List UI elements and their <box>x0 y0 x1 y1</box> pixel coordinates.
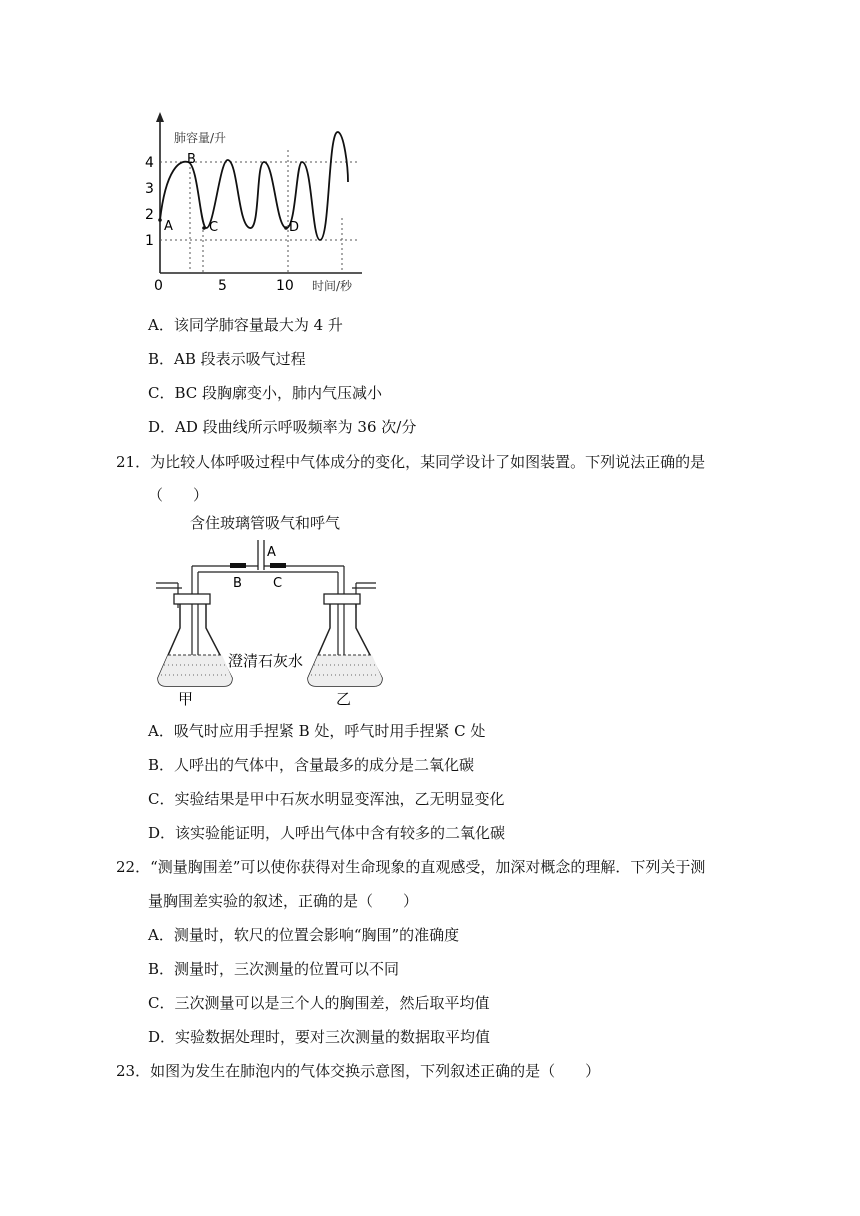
x-tick-0: 0 <box>154 278 163 294</box>
q21-stem-line1: 21．为比较人体呼吸过程中气体成分的变化，某同学设计了如图装置。下列说法正确的是 <box>116 453 706 471</box>
q21-stem-line2: （ ） <box>148 486 209 504</box>
x-axis-label: 时间/秒 <box>312 279 353 293</box>
flask-label-right: 乙 <box>336 690 352 708</box>
point-a-label: A <box>164 219 173 234</box>
label-c: C <box>273 576 283 591</box>
point-d-label: D <box>289 220 300 235</box>
q23-stem-line1: 23．如图为发生在肺泡内的气体交换示意图，下列叙述正确的是（ ） <box>116 1062 601 1080</box>
q22-option-d: D．实验数据处理时，要对三次测量的数据取平均值 <box>148 1028 491 1046</box>
q22-option-b: B．测量时，三次测量的位置可以不同 <box>148 960 400 978</box>
y-tick-4: 4 <box>145 155 154 171</box>
label-b: B <box>233 576 242 591</box>
point-b-label: B <box>187 152 196 167</box>
clamp-c <box>270 563 286 568</box>
q21-option-c: C．实验结果是甲中石灰水明显变浑浊，乙无明显变化 <box>148 790 505 808</box>
breathing-apparatus-diagram <box>148 508 388 708</box>
liquid-label: 澄清石灰水 <box>228 652 304 670</box>
q21-option-d: D．该实验能证明，人呼出气体中含有较多的二氧化碳 <box>148 824 506 842</box>
label-a: A <box>267 545 276 560</box>
x-tick-10: 10 <box>276 278 294 294</box>
left-liquid <box>158 655 232 686</box>
y-axis-label: 肺容量/升 <box>174 131 227 145</box>
flask-label-left: 甲 <box>178 690 194 708</box>
q20-option-d: D．AD 段曲线所示呼吸频率为 36 次/分 <box>148 418 417 436</box>
y-axis-arrow <box>156 112 164 122</box>
lung-capacity-curve <box>160 132 348 240</box>
q22-option-c: C．三次测量可以是三个人的胸围差，然后取平均值 <box>148 994 490 1012</box>
y-tick-3: 3 <box>145 181 154 197</box>
x-tick-5: 5 <box>218 278 227 294</box>
right-stopper <box>324 594 360 604</box>
q22-option-a: A．测量时，软尺的位置会影响“胸围”的准确度 <box>148 926 460 944</box>
point-c-marker <box>202 226 206 230</box>
q22-stem-line2: 量胸围差实验的叙述，正确的是（ ） <box>148 892 419 910</box>
y-tick-2: 2 <box>145 207 154 223</box>
q20-option-b: B．AB 段表示吸气过程 <box>148 350 306 368</box>
q22-stem-line1: 22．“测量胸围差”可以使你获得对生命现象的直观感受，加深对概念的理解．下列关于测 <box>116 858 706 876</box>
point-d-marker <box>284 226 288 230</box>
clamp-b <box>230 563 246 568</box>
point-a-marker <box>158 218 162 222</box>
q21-option-b: B．人呼出的气体中，含量最多的成分是二氧化碳 <box>148 756 475 774</box>
y-tick-1: 1 <box>145 233 154 249</box>
left-stopper <box>174 594 210 604</box>
q20-option-c: C．BC 段胸廓变小，肺内气压减小 <box>148 384 383 402</box>
mouthpiece-caption: 含住玻璃管吸气和呼气 <box>190 514 341 532</box>
right-liquid <box>308 655 382 686</box>
point-c-label: C <box>209 220 219 235</box>
q20-option-a: A．该同学肺容量最大为 4 升 <box>148 316 343 334</box>
q21-option-a: A．吸气时应用手捏紧 B 处，呼气时用手捏紧 C 处 <box>148 722 486 740</box>
lung-capacity-graph <box>140 108 370 298</box>
